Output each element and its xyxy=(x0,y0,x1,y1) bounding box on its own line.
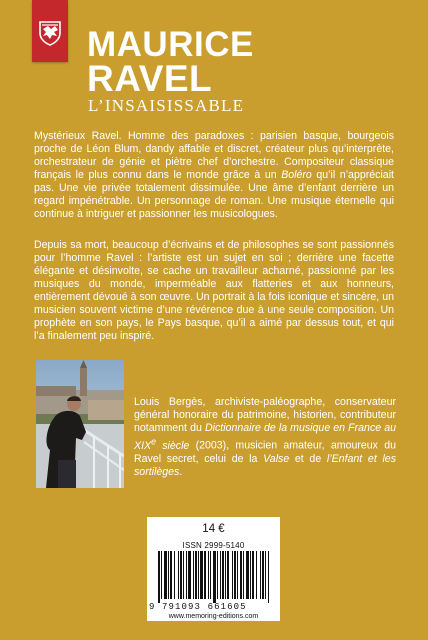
book-title xyxy=(87,25,254,99)
publisher-logo xyxy=(32,0,68,62)
summary-paragraph-2: Depuis sa mort, beaucoup d’écrivains et de philosophes se sont passionnés pour l’homme Ravel : l’artiste est un sujet en soi ; derrière une facette élégante et désinvolte, se cache un travailleur acharné, passionné par les musiques du monde, imperméable aux flatteries et aux honneurs, entièrement dévoué à son œuvre. Un portrait à la fois iconique et sincère, un musicien souvent victime d’une révérence due à une seule composition. Un prophète en son pays, le Pays basque, qu’il a aimé par dessus tout, et qui l’a finalement peu inspiré. xyxy=(34,239,394,343)
publisher-shield-icon xyxy=(38,20,62,46)
barcode-digits: 9 791093 661605 xyxy=(149,602,247,612)
title-line-ravel: RAVEL xyxy=(87,58,213,99)
title-line-maurice: MAURICE xyxy=(87,25,254,64)
publisher-website: www.memoring-editions.com xyxy=(168,613,259,620)
barcode-box xyxy=(147,517,280,621)
issn-label: ISSN 2999-5140 xyxy=(182,541,245,550)
price-label: 14 € xyxy=(202,523,225,535)
barcode-bars xyxy=(156,551,272,603)
summary-paragraph-1: Mystérieux Ravel. Homme des paradoxes : parisien basque, bourgeois proche de Léon Blum, dandy affable et discret, créateur plus qu’interprète, orchestrateur de génie et piètre chef d’orchestre. Compositeur classique français le plus connu dans le monde grâce à un Boléro qu’il n’appréciait pas. Une vie privée totalement dissimulée. Une âme d’enfant derrière un regard impénétrable. Un personnage de roman. Une musique éternelle qui continue à intriguer et passionner les musicologues. xyxy=(34,130,394,221)
book-subtitle: L’INSAISISSABLE xyxy=(88,96,245,115)
author-bio: Louis Bergès, archiviste-paléographe, conservateur général honoraire du patrimoine, historien, contributeur notamment du Dictionnaire de la musique en France au XIXe siècle (2003), musicien amateur, amoureux du Ravel secret, celui de la Valse et de l’Enfant et les sortilèges. xyxy=(134,396,396,478)
author-photo xyxy=(36,360,124,488)
